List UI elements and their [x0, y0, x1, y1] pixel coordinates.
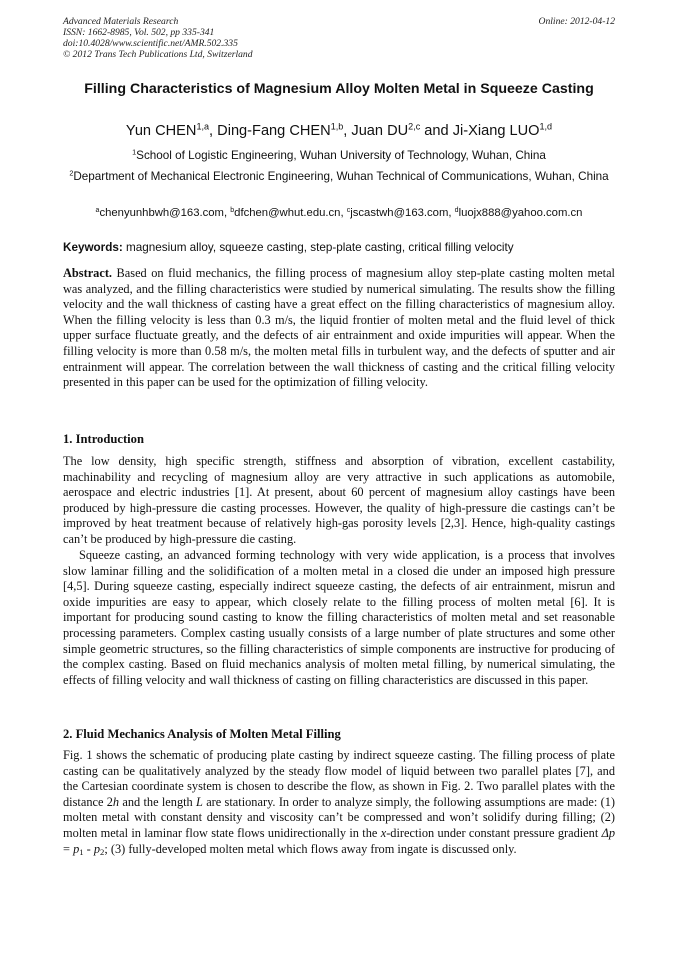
journal-header [63, 16, 615, 60]
section-heading-fluid-mechanics: 2. Fluid Mechanics Analysis of Molten Metal Filling [63, 727, 341, 741]
text-run: Fig. 1 shows the schematic of producing plate casting by indirect squeeze casting. The filling process of plate casting can be qualitatively analyzed by the steady flow model of liquid between two parallel plates [7], and the Cartesian coordinate system is chosen to describe the flow, as shown in Fig. 2. Two parallel plates with the distance 2 [63, 748, 615, 809]
math-var: Δp [601, 825, 615, 840]
affiliation-sup: 2 [69, 168, 74, 178]
affiliation-1 [63, 148, 615, 164]
text-run: ; (3) fully-developed molten metal which flows away from ingate is discussed only. [104, 841, 517, 856]
email-sup: d [454, 206, 459, 214]
text-run: are stationary. In order to analyze simply, the following assumptions are made: (1) molten metal with constant density and viscosity can’t be compressed and won’t solidify during filling; (2) molten metal in laminar flow state flows unidirectionally in the [63, 794, 615, 840]
affiliation-text: Department of Mechanical Electronic Engineering, Wuhan Technical of Communications, Wuhan, China [73, 170, 609, 183]
author-list [63, 122, 615, 140]
author-sep: and [420, 123, 453, 139]
text-run: - [83, 841, 94, 856]
math-var: x [380, 825, 387, 840]
author-sup: 2,c [408, 121, 421, 132]
intro-paragraph-2: Squeeze casting, an advanced forming technology with very wide application, is a process that involves slow laminar filling and the solidification of a molten metal in a closed die under an imposed high pressure [4,5]. During squeeze casting, especially indirect squeeze casting, the defects of air entrainment, misrun and oxide impurities are easy to appear, which closely relate to the filling process of molten metal [6]. It is important for producing sound casting to know the filling characteristics of molten metal and set reasonable processing parameters. Complex casting usually consists of a large number of plate structures and some other simple geometric structures, so the filling characteristics of simple components are instructive for producing of the complex casting. Based on fluid mechanics analysis of molten metal filling, by numerical simulating, the effects of filling velocity and wall thickness of casting on filling characteristics are discussed in this paper. [63, 548, 615, 687]
math-var: p [93, 841, 101, 856]
email-sep: , [223, 207, 231, 219]
affiliation-sup: 1 [132, 147, 137, 157]
journal-copyright: © 2012 Trans Tech Publications Ltd, Switzerland [63, 49, 253, 60]
email-sep: , [340, 207, 347, 219]
keywords [63, 240, 615, 256]
author-sup: 1,d [539, 121, 553, 132]
email-link[interactable]: dfchen@whut.edu.cn [234, 207, 341, 219]
email-sep: , [448, 207, 455, 219]
author-name: Ding-Fang CHEN [217, 123, 331, 139]
intro-paragraph-1: The low density, high specific strength, stiffness and absorption of vibration, excellent castability, machinability and recycling of magnesium alloy are very attractive in such applications as automobile, aerospace and electric industries [1]. At present, about 60 percent of magnesium alloy castings have been produced by high-pressure die casting processes. However, the quality of high-pressure die castings can’t be improved by heat treatment because of relatively high-gas porosity levels [2,3]. Hence, high-quality castings can’t be produced by high-pressure die casting. [63, 454, 615, 546]
affiliation-2 [63, 169, 615, 185]
author-sep: , [209, 123, 218, 139]
email-link[interactable]: luojx888@yahoo.com.cn [458, 207, 583, 219]
journal-doi: doi:10.4028/www.scientific.net/AMR.502.335 [63, 38, 238, 49]
journal-name: Advanced Materials Research [63, 16, 179, 27]
math-var: L [196, 794, 203, 809]
text-run: = [63, 841, 74, 856]
keywords-text: magnesium alloy, squeeze casting, step-plate casting, critical filling velocity [126, 241, 514, 254]
math-sub: 2 [100, 846, 105, 857]
journal-issn: ISSN: 1662-8985, Vol. 502, pp 335-341 [63, 27, 215, 38]
author-name: Yun CHEN [125, 123, 197, 139]
author-name: Ji-Xiang LUO [452, 123, 540, 139]
author-sup: 1,a [196, 121, 210, 132]
math-var: p [73, 841, 80, 856]
author-name: Juan DU [351, 123, 409, 139]
email-sup: a [95, 206, 100, 214]
online-date: Online: 2012-04-12 [538, 16, 615, 27]
affiliation-text: School of Logistic Engineering, Wuhan University of Technology, Wuhan, China [136, 149, 546, 162]
abstract [63, 266, 615, 391]
email-list [63, 205, 615, 221]
math-sub: 1 [79, 846, 84, 857]
fluid-mechanics-paragraph [63, 748, 615, 857]
email-sup: c [346, 206, 351, 214]
text-run: -direction under constant pressure gradient [386, 825, 602, 840]
author-sup: 1,b [330, 121, 344, 132]
email-link[interactable]: chenyunhbwh@163.com [99, 207, 224, 219]
text-run: and the length [119, 794, 197, 809]
keywords-label: Keywords: [63, 241, 123, 254]
section-heading-introduction: 1. Introduction [63, 432, 144, 446]
email-link[interactable]: jscastwh@163.com [350, 207, 449, 219]
paper-title: Filling Characteristics of Magnesium Alloy Molten Metal in Squeeze Casting [84, 81, 594, 97]
author-sep: , [343, 123, 352, 139]
math-var: h [112, 794, 120, 809]
abstract-text: Based on fluid mechanics, the filling process of magnesium alloy step-plate casting molten metal was analyzed, and the filling characteristics were studied by numerical simulating. The results show the filling velocity and the wall thickness of casting have a great effect on the filling characteristics of magnesium alloy. When the filling velocity is less than 0.3 m/s, the liquid frontier of molten metal and the fluid level of thick upper surface fluctuate greatly, and the defects of air entrainment and oxide impurities will appear. When the filling velocity is more than 0.58 m/s, the molten metal fills in turbulent way, and the defects of sputter and air entrainment will appear. The correlation between the wall thickness of casting and the critical filling velocity presented in this paper can be used for the optimization of filling velocity. [63, 266, 615, 390]
email-sup: b [230, 206, 235, 214]
abstract-label: Abstract. [63, 266, 113, 280]
